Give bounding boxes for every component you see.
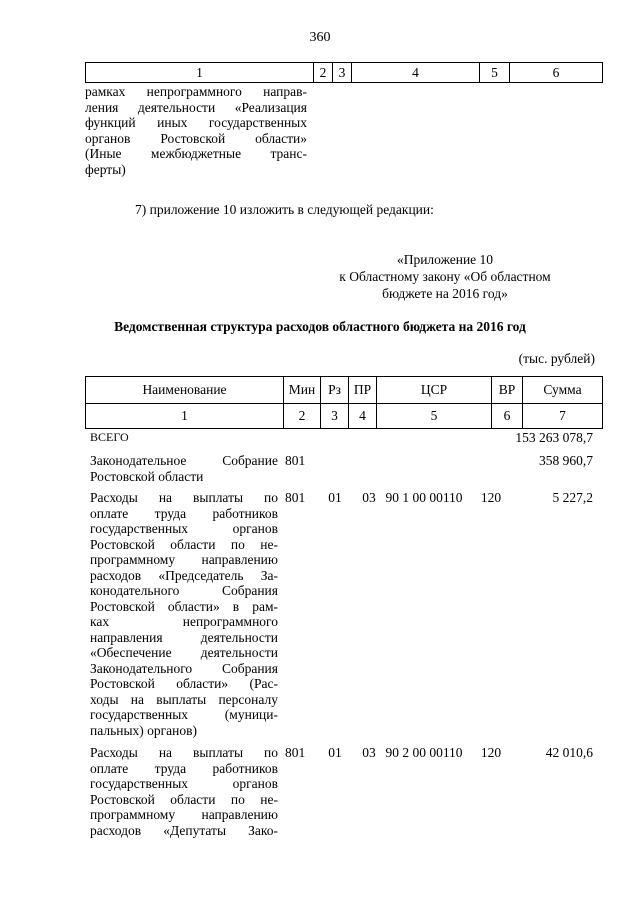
row-name-line: Ростовской области: [90, 468, 204, 484]
row-name-line: расходов «Депутаты Зако-: [90, 822, 278, 838]
row-name-line: государственных (муници-: [90, 707, 278, 722]
col-header-sum: Сумма: [523, 377, 603, 404]
row-name: [90, 430, 290, 446]
row-min: 801: [285, 745, 306, 760]
row-pr: 03: [362, 745, 376, 760]
text-line: ферты): [85, 161, 126, 177]
header-cell-3: 3: [333, 63, 352, 83]
row-name-line: конодательного Собрания: [90, 583, 278, 598]
text-line: органов Ростовской области»: [85, 130, 307, 146]
col-header-name: Наименование: [86, 377, 284, 404]
row-name-line: направления деятельности: [90, 629, 278, 645]
col-number: 6: [492, 404, 523, 429]
row-name-line: государственных органов: [90, 776, 278, 791]
page-number: 360: [309, 30, 331, 45]
header-cell-4: 4: [352, 63, 480, 83]
row-name-line: программному направлению: [90, 807, 278, 822]
row-vr: 120: [480, 745, 502, 760]
col-number: 2: [284, 404, 321, 429]
row-name-line: Ростовской области по не-: [90, 536, 278, 552]
row-name-line: пальных) органов): [90, 722, 198, 738]
appendix-line: «Приложение 10: [396, 252, 494, 267]
row-name: [90, 490, 278, 738]
row-name-line: Законодательного Собрания: [90, 660, 278, 676]
row-rz: 01: [328, 490, 342, 505]
row-name-line: «Обеспечение деятельности: [90, 645, 278, 660]
row-min: 801: [285, 490, 306, 505]
document-title: Ведомственная структура расходов областного бюджета на 2016 год: [114, 319, 526, 334]
row-name: [90, 745, 278, 838]
row-name-line: расходов «Председатель За-: [90, 567, 278, 583]
row-pr: 03: [362, 490, 376, 505]
col-number: 4: [349, 404, 377, 429]
item-7-paragraph: 7) приложение 10 изложить в следующей редакции:: [135, 202, 434, 217]
col-number: 5: [377, 404, 492, 429]
row-name: [90, 453, 278, 484]
appendix-line: бюджете на 2016 год»: [382, 286, 508, 301]
appendix-line: к Областному закону «Об областном: [339, 269, 551, 284]
row-name-line: Расходы на выплаты по: [90, 490, 278, 505]
row-name-line: Ростовской области» в рам-: [90, 598, 278, 614]
col-number: 1: [86, 404, 284, 429]
continued-table-header: [85, 62, 603, 83]
row-sum: 42 010,6: [545, 745, 593, 760]
row-name-line: Расходы на выплаты по: [90, 745, 278, 760]
row-vr: 120: [480, 490, 502, 505]
row-csr: 90 1 00 00110: [385, 490, 463, 505]
header-cell-6: 6: [510, 63, 603, 83]
text-line: рамках непрограммного направ-: [85, 84, 307, 99]
col-header-csr: ЦСР: [377, 377, 492, 404]
budget-table-header: [85, 376, 603, 429]
header-cell-2: 2: [314, 63, 333, 83]
continuation-text: [85, 84, 307, 177]
row-sum: 5 227,2: [552, 490, 593, 505]
row-name-line: программному направлению: [90, 552, 278, 567]
header-cell-1: 1: [86, 63, 314, 83]
row-rz: 01: [328, 745, 342, 760]
row-sum: 153 263 078,7: [515, 430, 593, 445]
col-number: 7: [523, 404, 603, 429]
row-name-line: ходы на выплаты персоналу: [90, 691, 278, 707]
appendix-reference: [300, 251, 590, 302]
col-header-pr: ПР: [349, 377, 377, 404]
header-cell-5: 5: [480, 63, 510, 83]
row-name-line: ВСЕГО: [90, 430, 129, 444]
row-name-line: оплате труда работников: [90, 505, 278, 521]
units-label: (тыс. рублей): [518, 351, 595, 366]
row-name-line: ках непрограммного: [90, 614, 278, 629]
text-line: (Иные межбюджетные транс-: [85, 146, 307, 161]
col-header-vr: ВР: [492, 377, 523, 404]
row-name-line: Ростовской области» (Рас-: [90, 676, 278, 691]
col-number: 3: [321, 404, 349, 429]
row-min: 801: [285, 453, 306, 468]
row-name-line: государственных органов: [90, 521, 278, 536]
row-name-line: Ростовской области по не-: [90, 791, 278, 807]
row-name-line: оплате труда работников: [90, 760, 278, 776]
text-line: функций иных государственных: [85, 115, 307, 130]
row-sum: 358 960,7: [539, 453, 593, 468]
text-line: ления деятельности «Реализация: [85, 99, 307, 115]
row-name-line: Законодательное Собрание: [90, 453, 278, 468]
col-header-rz: Рз: [321, 377, 349, 404]
col-header-min: Мин: [284, 377, 321, 404]
row-csr: 90 2 00 00110: [385, 745, 463, 760]
